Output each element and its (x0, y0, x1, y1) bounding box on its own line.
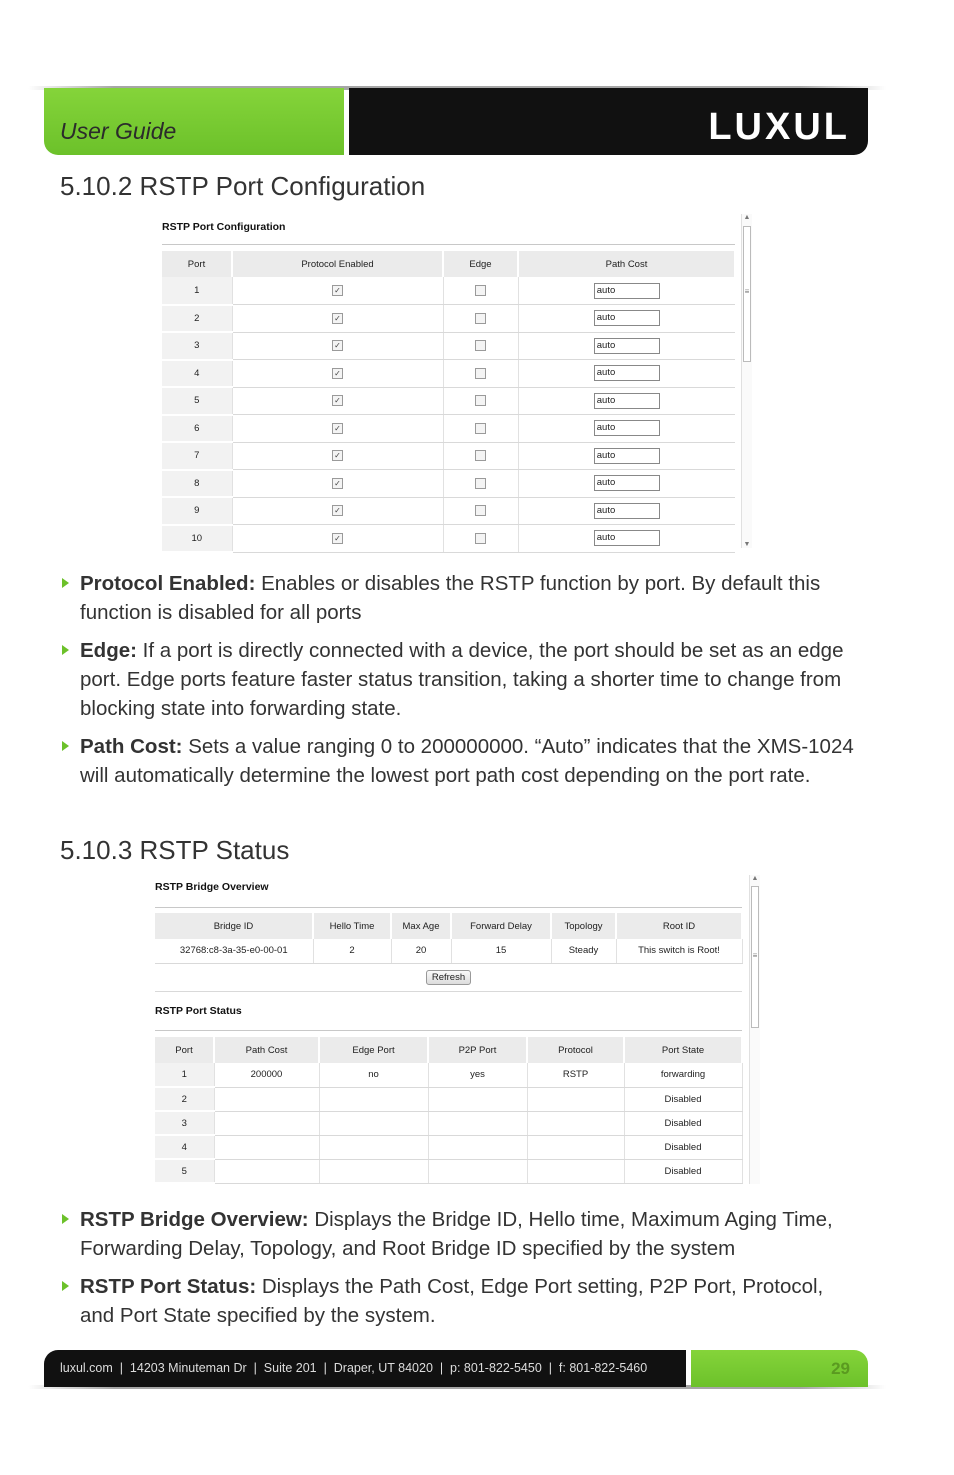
divider (155, 1030, 742, 1031)
port-status-cell (428, 1135, 527, 1159)
path-cost-input[interactable]: auto (594, 338, 660, 354)
header-brand-band (349, 88, 868, 155)
port-status-cell: Disabled (624, 1159, 742, 1183)
scroll-up-icon[interactable]: ▲ (743, 214, 751, 221)
port-status-cell (319, 1135, 428, 1159)
column-header: Protocol (527, 1037, 624, 1063)
column-header: Edge Port (319, 1037, 428, 1063)
table-header-row (155, 1037, 742, 1063)
path-cost-input[interactable]: auto (594, 393, 660, 409)
section-heading-rstp-status: 5.10.3 RSTP Status (60, 835, 290, 865)
port-status-cell: Disabled (624, 1111, 742, 1135)
protocol-enabled-cell (232, 497, 443, 525)
bullet-text: Sets a value ranging 0 to 200000000. “Auto” indicates that the XMS-1024 will automatically determine the lowest port path cost depending on the port rate. (80, 735, 854, 787)
column-header: Port (162, 251, 232, 277)
bullet-text: Displays the Path Cost, Edge Port setting, P2P Port, Protocol, and Port State specified by the system. (80, 1275, 824, 1327)
port-status-cell (319, 1111, 428, 1135)
path-cost-cell (518, 305, 735, 333)
protocol-enabled-checkbox[interactable]: ✓ (332, 423, 343, 434)
port-number: 9 (162, 497, 232, 525)
protocol-enabled-cell (232, 305, 443, 333)
path-cost-cell (518, 470, 735, 498)
edge-checkbox[interactable] (475, 505, 486, 516)
guide-label: User Guide (60, 118, 177, 144)
column-header: Max Age (391, 913, 451, 939)
port-number: 10 (162, 525, 232, 553)
protocol-enabled-checkbox[interactable]: ✓ (332, 505, 343, 516)
bullet-text: If a port is directly connected with a device, the port should be set as an edge port. Edge ports feature faster status transition, taking a shorter time to change from blocking state into forwarding state. (80, 639, 844, 720)
port-status-cell: 3 (155, 1111, 214, 1135)
bullet-term: RSTP Bridge Overview: (80, 1208, 309, 1231)
table-row (162, 360, 735, 388)
port-status-cell (214, 1087, 319, 1111)
scrollbar[interactable] (749, 875, 760, 1184)
path-cost-cell (518, 525, 735, 553)
luxul-logo (708, 106, 850, 149)
path-cost-cell (518, 277, 735, 305)
path-cost-cell (518, 332, 735, 360)
table-row (162, 387, 735, 415)
bullet-triangle-icon (62, 741, 69, 751)
edge-checkbox[interactable] (475, 423, 486, 434)
protocol-enabled-checkbox[interactable]: ✓ (332, 368, 343, 379)
table-row (162, 277, 735, 305)
edge-checkbox[interactable] (475, 340, 486, 351)
port-status-cell: no (319, 1063, 428, 1087)
bullet-triangle-icon (62, 578, 69, 588)
port-status-cell (428, 1087, 527, 1111)
port-status-cell: 5 (155, 1159, 214, 1183)
edge-cell (443, 360, 518, 388)
edge-cell (443, 332, 518, 360)
grip-icon: ≡ (744, 287, 750, 296)
divider (155, 907, 742, 908)
protocol-enabled-cell (232, 360, 443, 388)
port-status-cell (527, 1159, 624, 1183)
edge-cell (443, 277, 518, 305)
port-status-cell: Disabled (624, 1087, 742, 1111)
port-status-cell: Disabled (624, 1135, 742, 1159)
port-status-cell (428, 1159, 527, 1183)
edge-cell (443, 497, 518, 525)
port-status-cell: 4 (155, 1135, 214, 1159)
bullet-triangle-icon (62, 645, 69, 655)
table-row (162, 442, 735, 470)
edge-checkbox[interactable] (475, 478, 486, 489)
edge-cell (443, 525, 518, 553)
footer-contact: luxul.com | 14203 Minuteman Dr | Suite 201 | Draper, UT 84020 | p: 801-822-5450 | f: 801-822-5460 (60, 1361, 648, 1375)
port-status-cell: 1 (155, 1063, 214, 1087)
table-row (155, 1063, 742, 1087)
edge-checkbox[interactable] (475, 368, 486, 379)
scroll-up-icon[interactable]: ▲ (751, 875, 759, 882)
column-header: Edge (443, 251, 518, 277)
column-header: P2P Port (428, 1037, 527, 1063)
bullet-text: Displays the Bridge ID, Hello time, Maximum Aging Time, Forwarding Delay, Topology, and Root Bridge ID specified by the system (80, 1208, 833, 1260)
table-row (155, 1087, 742, 1111)
bridge-cell: 2 (313, 939, 391, 963)
port-number: 7 (162, 442, 232, 470)
bullet-item (60, 732, 860, 790)
edge-cell (443, 442, 518, 470)
table-row (162, 415, 735, 443)
port-status-cell (527, 1087, 624, 1111)
bullet-term: RSTP Port Status: (80, 1275, 257, 1298)
path-cost-input[interactable]: auto (594, 530, 660, 546)
refresh-row (155, 963, 742, 991)
path-cost-input[interactable]: auto (594, 448, 660, 464)
edge-cell (443, 470, 518, 498)
protocol-enabled-checkbox[interactable]: ✓ (332, 478, 343, 489)
column-header: Hello Time (313, 913, 391, 939)
table-row (162, 470, 735, 498)
table-header-row (162, 251, 735, 277)
column-header: Path Cost (518, 251, 735, 277)
protocol-enabled-checkbox[interactable]: ✓ (332, 340, 343, 351)
protocol-enabled-cell (232, 525, 443, 553)
protocol-enabled-cell (232, 415, 443, 443)
protocol-enabled-cell (232, 277, 443, 305)
path-cost-cell (518, 415, 735, 443)
bridge-cell: This switch is Root! (616, 939, 742, 963)
column-header: Path Cost (214, 1037, 319, 1063)
port-status-cell (319, 1159, 428, 1183)
port-status-cell (428, 1111, 527, 1135)
port-number: 1 (162, 277, 232, 305)
bullet-item (60, 569, 860, 627)
brand-text: LUXUL (708, 106, 850, 148)
column-header: Root ID (616, 913, 742, 939)
footer-page-band (691, 1350, 868, 1387)
bullet-term: Edge: (80, 639, 137, 662)
bullet-term: Path Cost: (80, 735, 183, 758)
edge-checkbox[interactable] (475, 450, 486, 461)
bullet-triangle-icon (62, 1281, 69, 1291)
column-header: Protocol Enabled (232, 251, 443, 277)
port-status-cell (319, 1087, 428, 1111)
scroll-down-icon[interactable]: ▼ (743, 541, 751, 548)
bullet-list-1 (60, 569, 860, 799)
port-status-cell: 2 (155, 1087, 214, 1111)
table-header-row (155, 913, 742, 939)
port-number: 5 (162, 387, 232, 415)
port-status-cell: RSTP (527, 1063, 624, 1087)
port-number: 8 (162, 470, 232, 498)
path-cost-cell (518, 387, 735, 415)
bridge-cell: 15 (451, 939, 551, 963)
bridge-cell: 20 (391, 939, 451, 963)
port-status-cell: 200000 (214, 1063, 319, 1087)
port-status-cell (527, 1135, 624, 1159)
port-status-cell (214, 1135, 319, 1159)
port-number: 6 (162, 415, 232, 443)
bullet-triangle-icon (62, 1214, 69, 1224)
edge-checkbox[interactable] (475, 313, 486, 324)
bullet-item (60, 636, 860, 723)
edge-cell (443, 305, 518, 333)
scrollbar[interactable] (741, 214, 752, 548)
edge-checkbox[interactable] (475, 285, 486, 296)
port-number: 2 (162, 305, 232, 333)
table-row (155, 939, 742, 963)
protocol-enabled-cell (232, 442, 443, 470)
path-cost-cell (518, 497, 735, 525)
protocol-enabled-cell (232, 332, 443, 360)
path-cost-input[interactable]: auto (594, 475, 660, 491)
protocol-enabled-checkbox[interactable]: ✓ (332, 450, 343, 461)
path-cost-input[interactable]: auto (594, 365, 660, 381)
rstp-status-panel (153, 875, 763, 1184)
protocol-enabled-checkbox[interactable]: ✓ (332, 313, 343, 324)
column-header: Forward Delay (451, 913, 551, 939)
port-number: 3 (162, 332, 232, 360)
bullet-list-2 (60, 1205, 860, 1339)
protocol-enabled-checkbox[interactable]: ✓ (332, 285, 343, 296)
protocol-enabled-checkbox[interactable]: ✓ (332, 533, 343, 544)
protocol-enabled-cell (232, 387, 443, 415)
protocol-enabled-cell (232, 470, 443, 498)
table-row (162, 305, 735, 333)
path-cost-input[interactable]: auto (594, 420, 660, 436)
rstp-port-config-panel (160, 212, 754, 548)
port-status-cell (527, 1111, 624, 1135)
table-row (155, 1135, 742, 1159)
grip-icon: ≡ (752, 951, 758, 960)
path-cost-input[interactable]: auto (594, 503, 660, 519)
edge-checkbox[interactable] (475, 533, 486, 544)
bridge-overview-table (155, 913, 743, 992)
table-row (155, 1111, 742, 1135)
bridge-cell: Steady (551, 939, 616, 963)
port-status-cell (214, 1159, 319, 1183)
path-cost-input[interactable]: auto (594, 283, 660, 299)
bullet-text: Enables or disables the RSTP function by port. By default this function is disabled for all ports (80, 572, 821, 624)
bullet-term: Protocol Enabled: (80, 572, 256, 595)
port-config-table (162, 251, 736, 553)
path-cost-input[interactable]: auto (594, 310, 660, 326)
port-status-cell (214, 1111, 319, 1135)
port-status-table (155, 1037, 743, 1184)
edge-cell (443, 387, 518, 415)
table-row (162, 525, 735, 553)
header-guide-band (44, 88, 344, 155)
port-number: 4 (162, 360, 232, 388)
refresh-button[interactable]: Refresh (426, 970, 471, 985)
panel-title: RSTP Port Configuration (162, 221, 286, 233)
table-row (155, 1159, 742, 1183)
path-cost-cell (518, 442, 735, 470)
section-heading-port-config: 5.10.2 RSTP Port Configuration (60, 171, 426, 201)
path-cost-cell (518, 360, 735, 388)
footer-contact-band (44, 1350, 686, 1387)
table-row (162, 332, 735, 360)
bridge-cell: 32768:c8-3a-35-e0-00-01 (155, 939, 313, 963)
protocol-enabled-checkbox[interactable]: ✓ (332, 395, 343, 406)
edge-cell (443, 415, 518, 443)
column-header: Port (155, 1037, 214, 1063)
bullet-item (60, 1205, 860, 1263)
port-status-cell: yes (428, 1063, 527, 1087)
port-status-cell: forwarding (624, 1063, 742, 1087)
divider (162, 244, 735, 245)
column-header: Port State (624, 1037, 742, 1063)
bullet-item (60, 1272, 860, 1330)
column-header: Topology (551, 913, 616, 939)
page-number: 29 (831, 1359, 850, 1378)
port-status-title: RSTP Port Status (155, 1005, 242, 1017)
table-row (162, 497, 735, 525)
edge-checkbox[interactable] (475, 395, 486, 406)
bridge-overview-title: RSTP Bridge Overview (155, 881, 269, 893)
column-header: Bridge ID (155, 913, 313, 939)
